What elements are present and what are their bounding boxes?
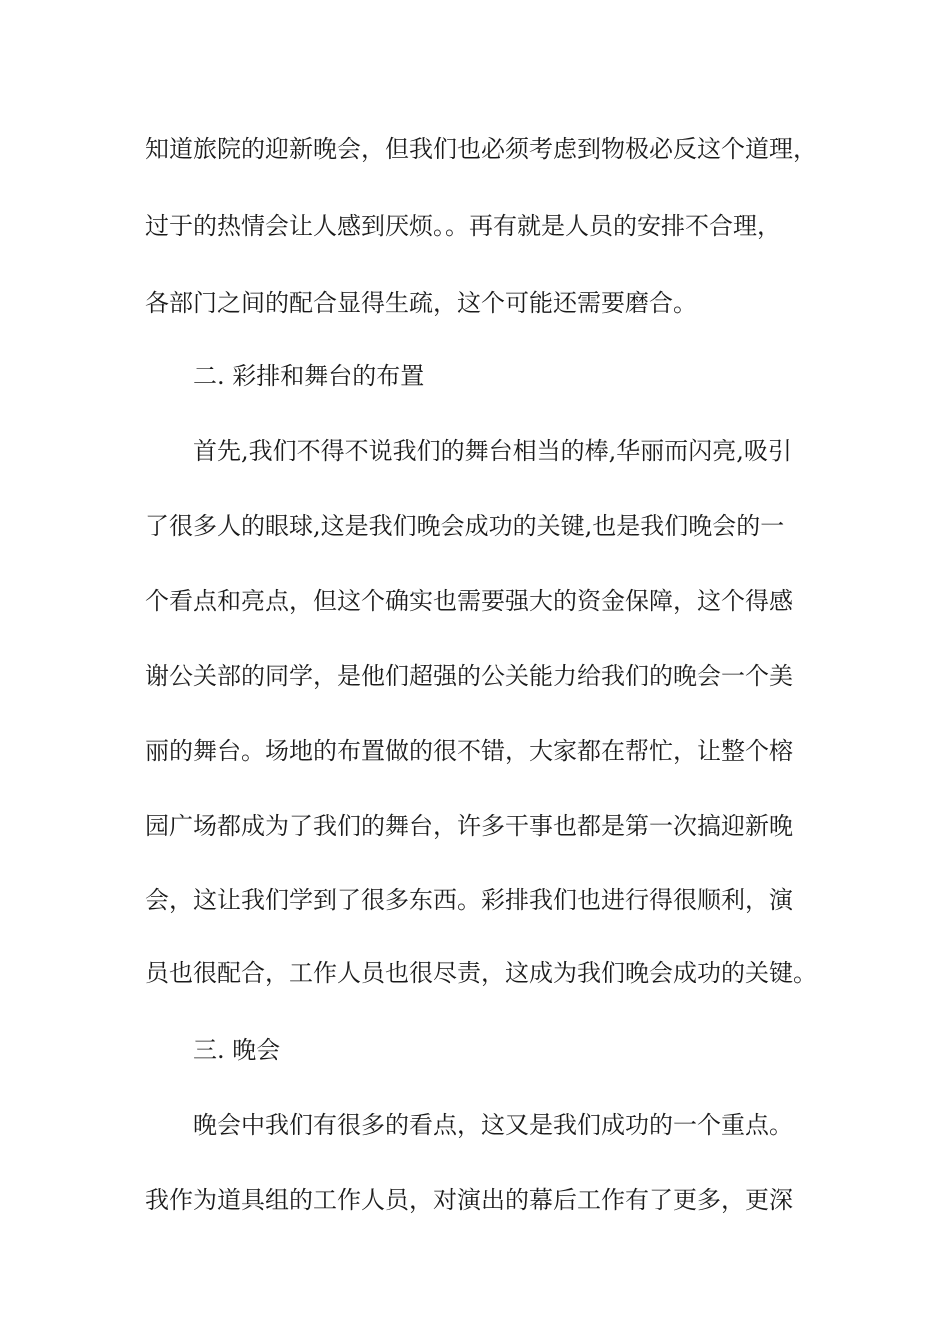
paragraph-line: 首先,我们不得不说我们的舞台相当的棒,华丽而闪亮,吸引 (193, 437, 792, 465)
section-heading: 二. 彩排和舞台的布置 (193, 362, 425, 390)
paragraph-line: 过于的热情会让人感到厌烦。。再有就是人员的安排不合理， (145, 212, 781, 240)
paragraph-line: 我作为道具组的工作人员，对演出的幕后工作有了更多，更深 (145, 1186, 793, 1214)
section-heading: 三. 晚会 (193, 1036, 281, 1064)
paragraph-line: 了很多人的眼球,这是我们晚会成功的关键,也是我们晚会的一 (145, 512, 785, 540)
paragraph-line: 知道旅院的迎新晚会，但我们也必须考虑到物极必反这个道理， (145, 135, 817, 163)
paragraph-line: 丽的舞台。场地的布置做的很不错，大家都在帮忙，让整个榕 (145, 737, 793, 765)
paragraph-line: 各部门之间的配合显得生疏，这个可能还需要磨合。 (145, 289, 697, 317)
paragraph-line: 晚会中我们有很多的看点，这又是我们成功的一个重点。 (193, 1111, 793, 1139)
paragraph-line: 个看点和亮点，但这个确实也需要强大的资金保障，这个得感 (145, 587, 793, 615)
paragraph-line: 园广场都成为了我们的舞台，许多干事也都是第一次搞迎新晚 (145, 812, 793, 840)
paragraph-line: 会，这让我们学到了很多东西。彩排我们也进行得很顺利，演 (145, 886, 793, 914)
paragraph-line: 谢公关部的同学，是他们超强的公关能力给我们的晚会一个美 (145, 662, 793, 690)
paragraph-line: 员也很配合，工作人员也很尽责，这成为我们晚会成功的关键。 (145, 959, 817, 987)
